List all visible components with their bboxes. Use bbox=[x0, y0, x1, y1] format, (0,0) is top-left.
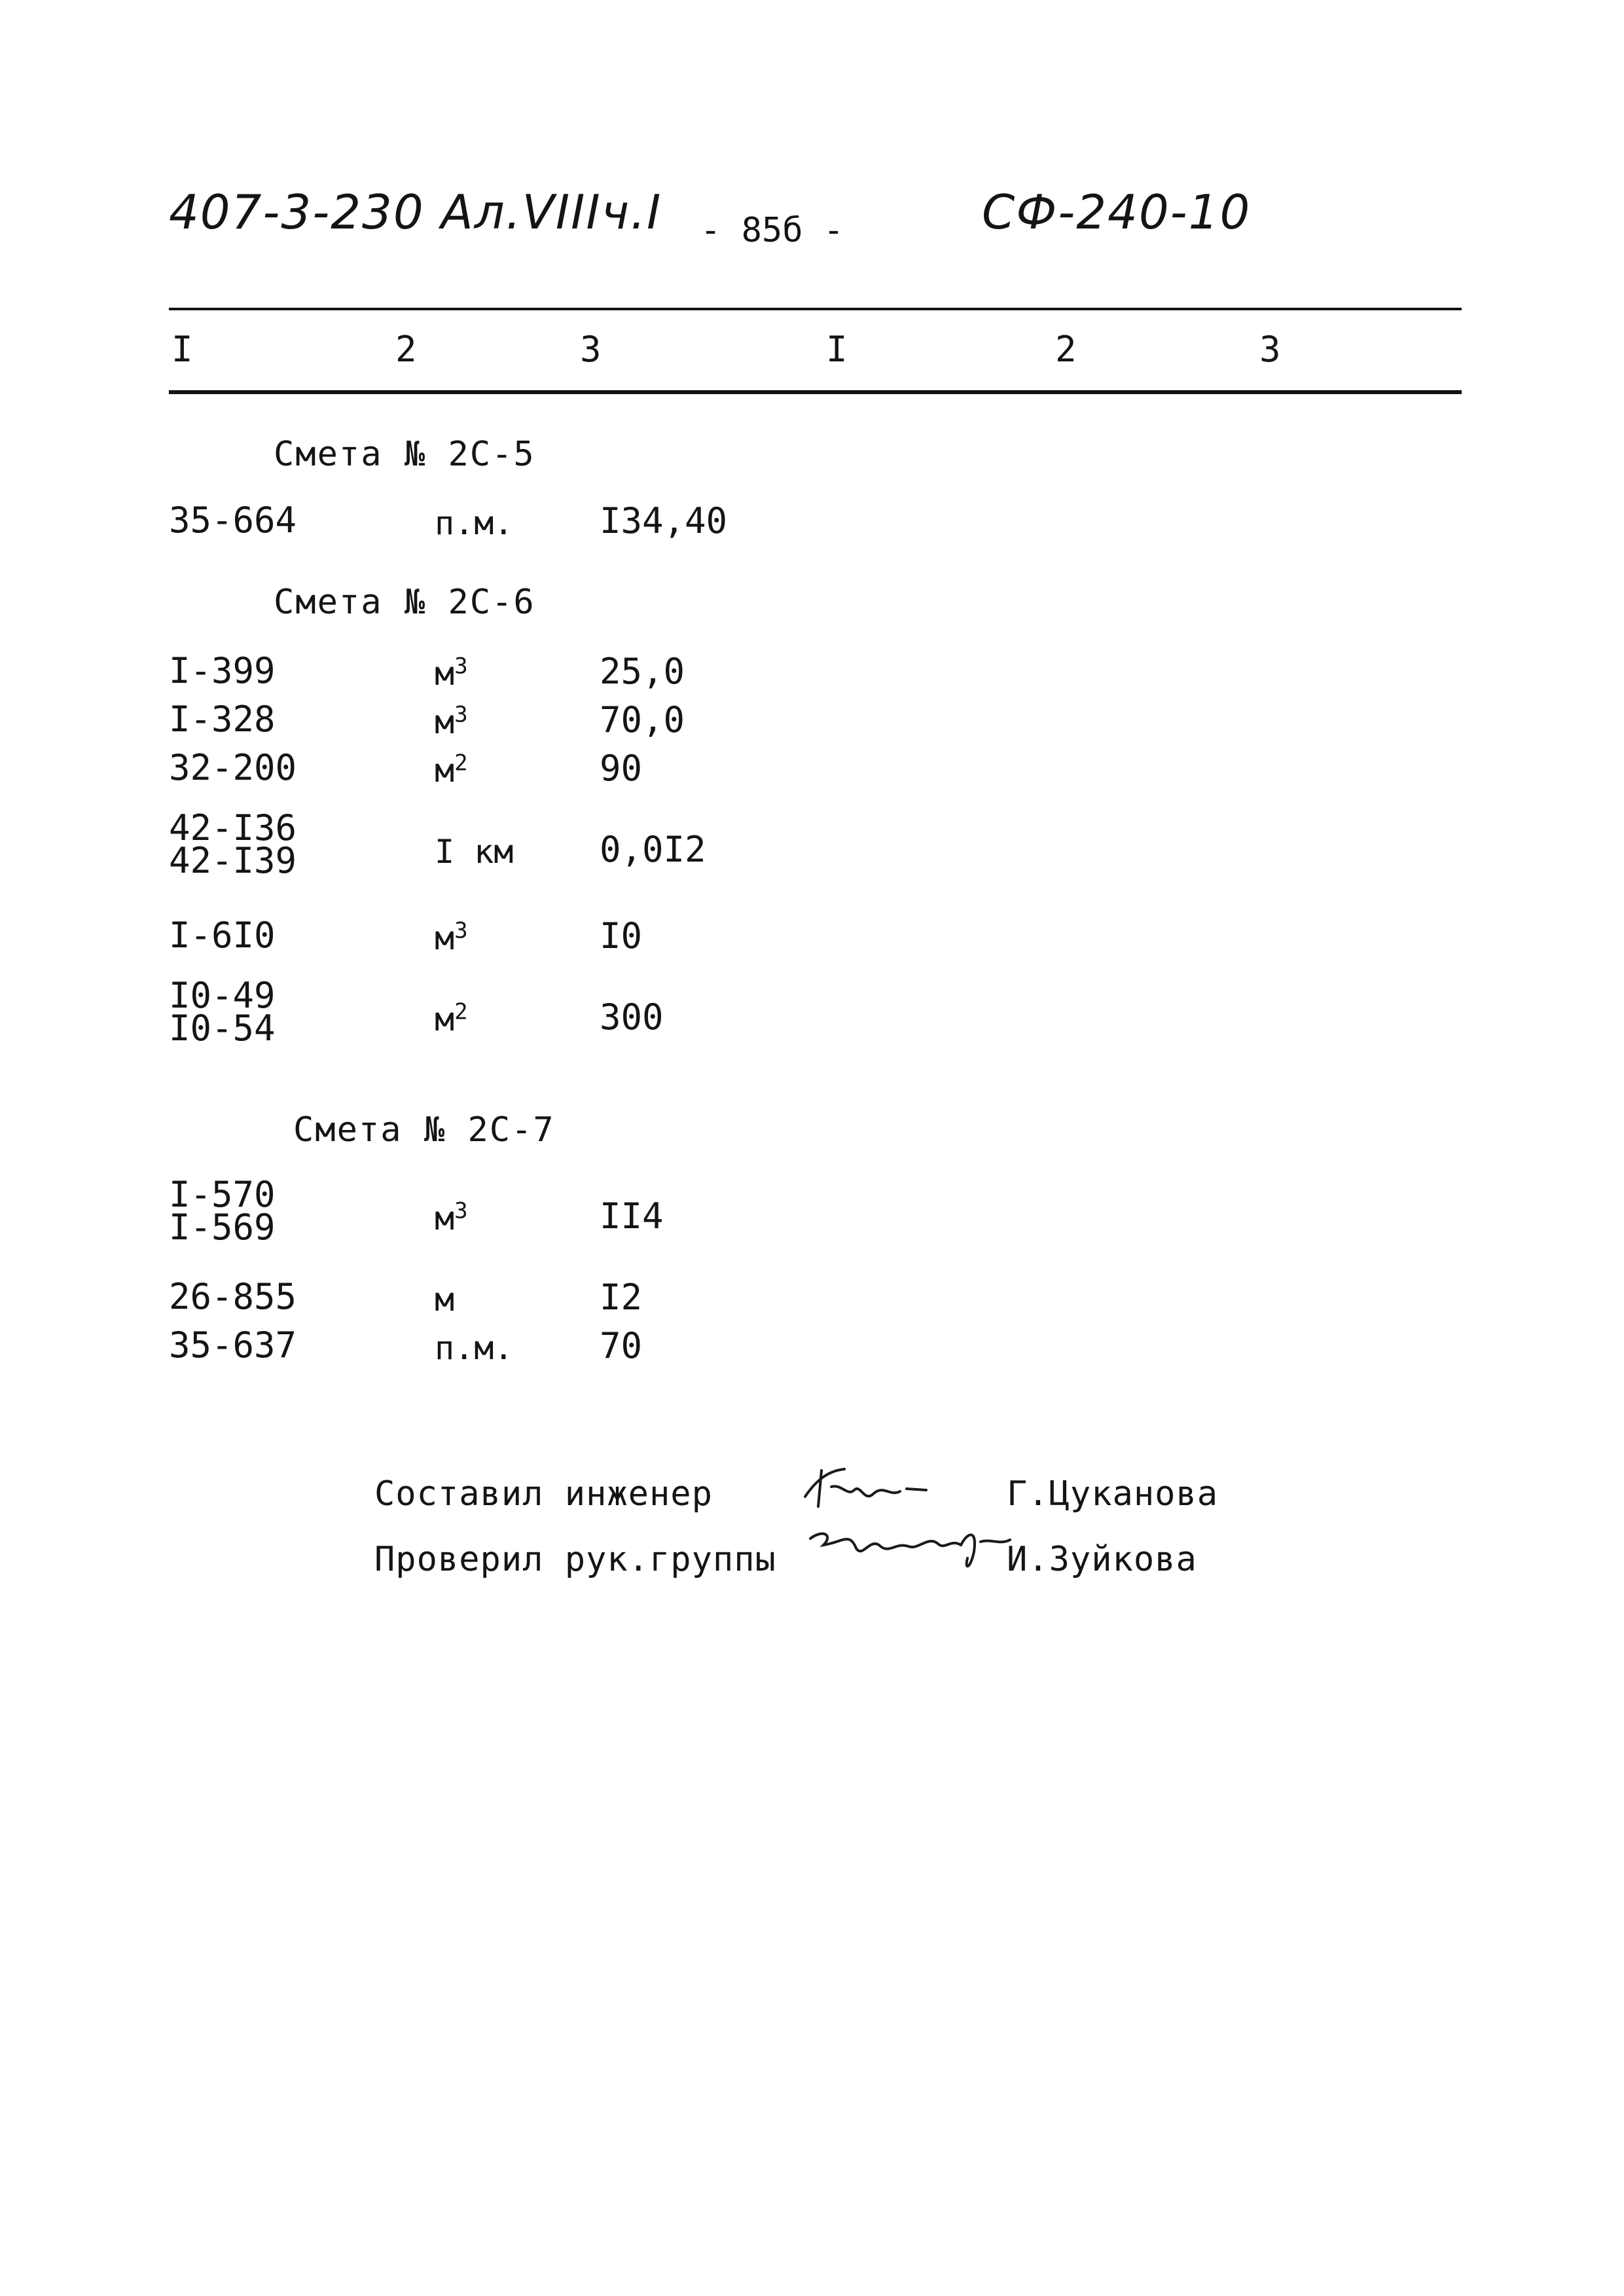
column-header-4: I bbox=[826, 329, 848, 370]
section-title: Смета № 2С-5 bbox=[274, 435, 535, 474]
unit-exponent: 3 bbox=[454, 1197, 468, 1224]
unit-text: п.м. bbox=[435, 1329, 514, 1367]
row-code: 32-200 bbox=[169, 747, 297, 788]
row-quantity: I34,40 bbox=[600, 500, 728, 541]
row-code: I-399 bbox=[169, 650, 276, 691]
row-code: I-6I0 bbox=[169, 915, 276, 956]
row-quantity: 0,0I2 bbox=[600, 829, 706, 870]
unit-exponent: 3 bbox=[454, 653, 468, 680]
unit-exponent: 2 bbox=[454, 750, 468, 776]
row-unit bbox=[435, 1329, 513, 1367]
row-unit bbox=[435, 655, 468, 693]
row-quantity: I2 bbox=[600, 1277, 643, 1318]
unit-exponent: 2 bbox=[454, 998, 468, 1025]
row-unit bbox=[435, 1000, 468, 1038]
signatory-name: И.Зуйкова bbox=[1007, 1540, 1197, 1579]
header-bottom-rule bbox=[169, 390, 1462, 394]
sheet-code: СФ-240-10 bbox=[982, 185, 1252, 240]
column-header-3: 3 bbox=[580, 329, 602, 370]
unit-text: I км bbox=[435, 833, 514, 871]
row-unit bbox=[435, 919, 468, 957]
signature-image bbox=[804, 1512, 1020, 1578]
column-header-2: 2 bbox=[395, 329, 417, 370]
unit-exponent: 3 bbox=[454, 917, 468, 944]
document-code: 407-3-230 Ал.VIIIч.I bbox=[169, 185, 662, 240]
row-unit bbox=[435, 833, 513, 871]
row-quantity: 70 bbox=[600, 1325, 643, 1366]
row-code: I-570 I-569 bbox=[169, 1174, 276, 1248]
row-code: I0-49 I0-54 bbox=[169, 975, 276, 1049]
unit-exponent: 3 bbox=[454, 701, 468, 728]
unit-text: м bbox=[435, 1199, 455, 1237]
row-quantity: 70,0 bbox=[600, 699, 685, 740]
page-number: - 85б - bbox=[700, 211, 844, 250]
row-unit bbox=[435, 1281, 454, 1319]
column-header-6: 3 bbox=[1259, 329, 1281, 370]
signature-image bbox=[792, 1457, 988, 1516]
row-code: I-328 bbox=[169, 699, 276, 740]
row-code: 42-I36 42-I39 bbox=[169, 807, 297, 881]
unit-text: м bbox=[435, 703, 455, 741]
signatory-name: Г.Цуканова bbox=[1007, 1474, 1219, 1514]
row-unit bbox=[435, 504, 513, 542]
row-unit bbox=[435, 703, 468, 741]
unit-text: м bbox=[435, 919, 455, 957]
row-quantity: 90 bbox=[600, 748, 643, 789]
unit-text: м bbox=[435, 752, 455, 790]
signatory-role: Проверил рук.группы bbox=[374, 1540, 776, 1579]
signatory-role: Составил инженер bbox=[374, 1474, 713, 1514]
column-header-1: I bbox=[171, 329, 193, 370]
row-quantity: 300 bbox=[600, 996, 664, 1038]
row-code: 35-637 bbox=[169, 1324, 297, 1366]
unit-text: п.м. bbox=[435, 504, 514, 542]
unit-text: м bbox=[435, 1000, 455, 1038]
row-code: 35-664 bbox=[169, 500, 297, 541]
section-title: Смета № 2С-6 bbox=[274, 583, 535, 622]
row-code: 26-855 bbox=[169, 1276, 297, 1317]
row-unit bbox=[435, 1199, 468, 1237]
unit-text: м bbox=[435, 1281, 455, 1319]
top-rule bbox=[169, 308, 1462, 310]
row-unit bbox=[435, 752, 468, 790]
column-header-5: 2 bbox=[1055, 329, 1077, 370]
row-quantity: 25,0 bbox=[600, 651, 685, 692]
unit-text: м bbox=[435, 655, 455, 693]
row-quantity: I0 bbox=[600, 915, 643, 957]
row-quantity: II4 bbox=[600, 1195, 664, 1237]
section-title: Смета № 2С-7 bbox=[293, 1110, 555, 1150]
